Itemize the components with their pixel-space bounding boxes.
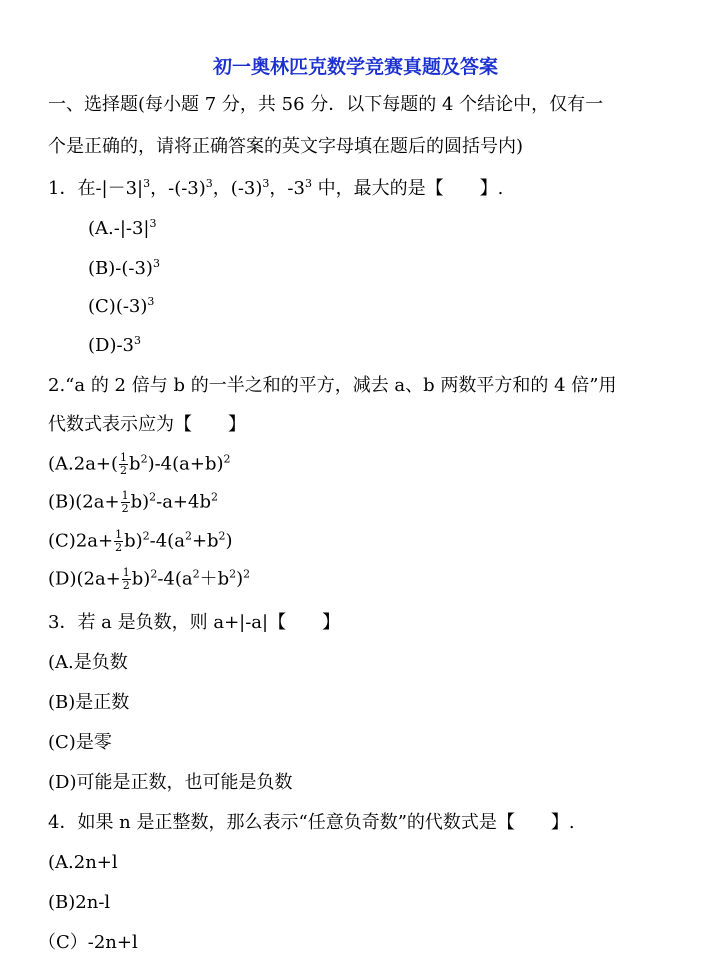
fraction-half: $\frac{1}{2}$ [122, 566, 130, 592]
question-2-stem-line-1: 2.“a 的 2 倍与 b 的一半之和的平方，减去 a、b 两数平方和的 4 倍”用 [48, 375, 617, 396]
fraction-half: $\frac{1}{2}$ [115, 528, 123, 554]
question-3-option-c: (C)是零 [48, 732, 112, 753]
question-3-stem: 3．若 a 是负数，则 a+|-a|【 】 [48, 612, 341, 633]
fraction-half: $\frac{1}{2}$ [121, 489, 129, 515]
question-2-option-a: (A.2a+( $\frac{1}{2}$ $b^2)-4(a+b)^2$ [48, 451, 231, 477]
page-title: 初一奥林匹克数学竞赛真题及答案 [212, 56, 498, 78]
question-3-option-a: (A.是负数 [48, 652, 128, 673]
question-1-option-c: $(C)(-3)^3$ [88, 295, 155, 317]
question-4-option-a: (A.2n+l [48, 852, 118, 873]
question-2-option-b: (B)(2a+ $\frac{1}{2}$ $b)^2-a+4b^2$ [48, 489, 218, 515]
question-2-option-c: (C)2a+ $\frac{1}{2}$ $b)^2-4(a^2+b^2)$ [48, 528, 233, 554]
intro-line-2: 个是正确的，请将正确答案的英文字母填在题后的圆括号内) [48, 136, 524, 157]
question-3-option-b: (B)是正数 [48, 692, 130, 713]
question-1-stem: 1．在$-|-3|^3$，$-(-3)^3$，$(-3)^3$，$-3^3$ 中，最大的是【 】. [48, 177, 504, 199]
question-3-option-d: (D)可能是正数，也可能是负数 [48, 772, 293, 793]
question-4-stem: 4．如果 n 是正整数，那么表示“任意负奇数”的代数式是【 】. [48, 812, 575, 833]
question-1-option-d: $(D)-3^3$ [88, 334, 142, 356]
question-4-option-b: (B)2n-l [48, 892, 111, 913]
question-4-option-c: （C）-2n+l [38, 932, 138, 953]
question-2-option-d: (D)(2a+ $\frac{1}{2}$ $b)^2-4(a^2+b^2)^2$ [48, 566, 251, 592]
question-1-option-a: ($A.-|-3|^3$ [88, 217, 157, 239]
fraction-half: $\frac{1}{2}$ [120, 451, 128, 477]
intro-line-1: 一、选择题(每小题 7 分，共 56 分．以下每题的 4 个结论中，仅有一 [48, 94, 604, 115]
question-1-option-b: $(B)-(-3)^3$ [88, 257, 160, 279]
question-2-stem-line-2: 代数式表示应为【 】 [48, 414, 246, 435]
